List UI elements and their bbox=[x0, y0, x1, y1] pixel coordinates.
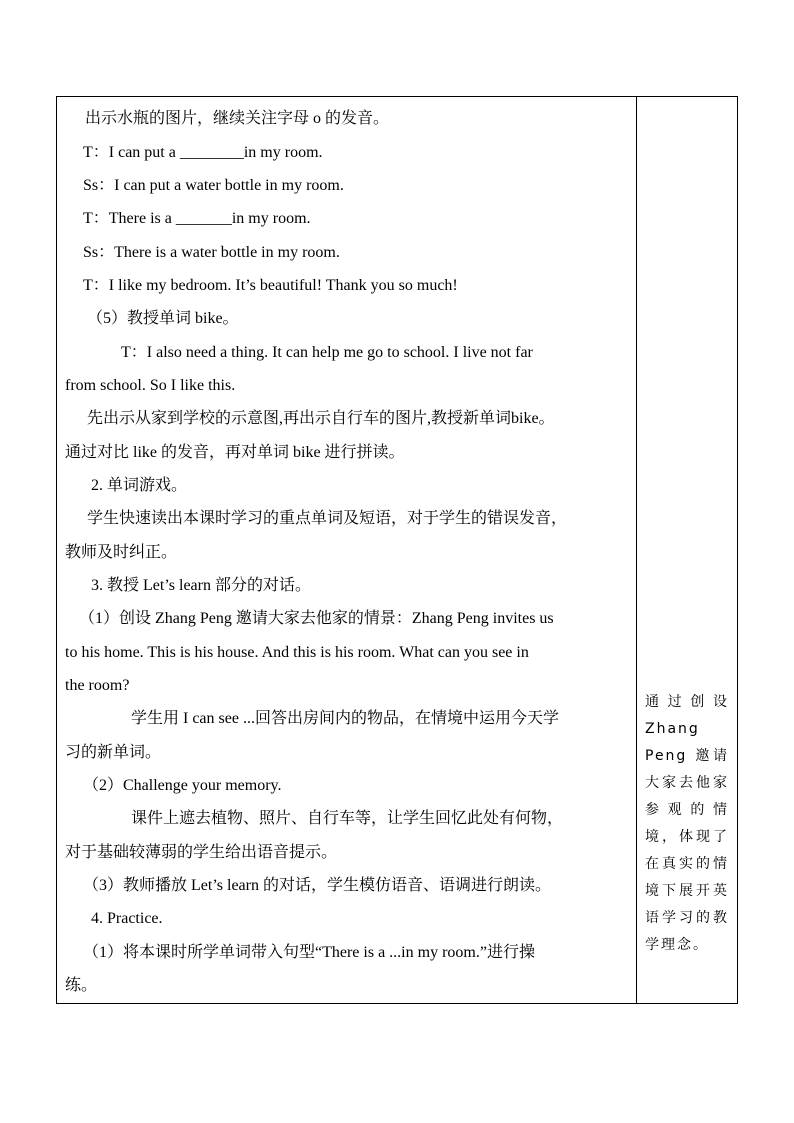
design-intent-note: 通过创设 Zhang Peng 邀请大家去他家参观的情境，体现了在真实的情境下展开英语学习的教学理念。 bbox=[645, 694, 729, 953]
text-line: 出示水瓶的图片，继续关注字母 o 的发音。 bbox=[85, 110, 390, 127]
column-divider bbox=[636, 97, 637, 1003]
text-line: （3）教师播放 Let’s learn 的对话，学生模仿语音、语调进行朗读。 bbox=[83, 877, 551, 894]
text-line: T：I also need a thing. It can help me go to school. I live not far bbox=[121, 344, 533, 361]
text-line: （2）Challenge your memory. bbox=[83, 777, 282, 794]
text-line: 教师及时纠正。 bbox=[65, 544, 178, 561]
text-line: （5）教授单词 bike。 bbox=[87, 310, 239, 327]
text-line: 2. 单词游戏。 bbox=[91, 477, 188, 494]
text-line: 课件上遮去植物、照片、自行车等，让学生回忆此处有何物， bbox=[131, 810, 564, 827]
text-line: the room? bbox=[65, 677, 130, 694]
text-line: （1）将本课时所学单词带入句型“There is a ...in my room.”进行操 bbox=[83, 944, 535, 961]
text-line: 4. Practice. bbox=[91, 910, 163, 927]
text-line: 3. 教授 Let’s learn 部分的对话。 bbox=[91, 577, 311, 594]
text-line: T：I like my bedroom. It’s beautiful! Thank you so much! bbox=[83, 277, 458, 294]
text-line: to his home. This is his house. And this is his room. What can you see in bbox=[65, 644, 529, 661]
text-line: （1）创设 Zhang Peng 邀请大家去他家的情景：Zhang Peng invites us bbox=[79, 610, 554, 627]
text-line: 通过对比 like 的发音，再对单词 bike 进行拼读。 bbox=[65, 444, 405, 461]
text-line: 练。 bbox=[65, 977, 98, 994]
text-line: 学生快速读出本课时学习的重点单词及短语，对于学生的错误发音， bbox=[87, 510, 568, 527]
text-line: 学生用 I can see ...回答出房间内的物品，在情境中运用今天学 bbox=[131, 710, 559, 727]
text-line: T：I can put a ________in my room. bbox=[83, 144, 323, 161]
text-line: 先出示从家到学校的示意图,再出示自行车的图片,教授新单词bike。 bbox=[87, 410, 555, 427]
text-line: Ss：I can put a water bottle in my room. bbox=[83, 177, 344, 194]
text-line: 习的新单词。 bbox=[65, 744, 162, 761]
text-line: T：There is a _______in my room. bbox=[83, 210, 311, 227]
lesson-table bbox=[56, 96, 738, 1004]
text-line: 对于基础较薄弱的学生给出语音提示。 bbox=[65, 844, 338, 861]
text-line: Ss：There is a water bottle in my room. bbox=[83, 244, 340, 261]
text-line: from school. So I like this. bbox=[65, 377, 236, 394]
